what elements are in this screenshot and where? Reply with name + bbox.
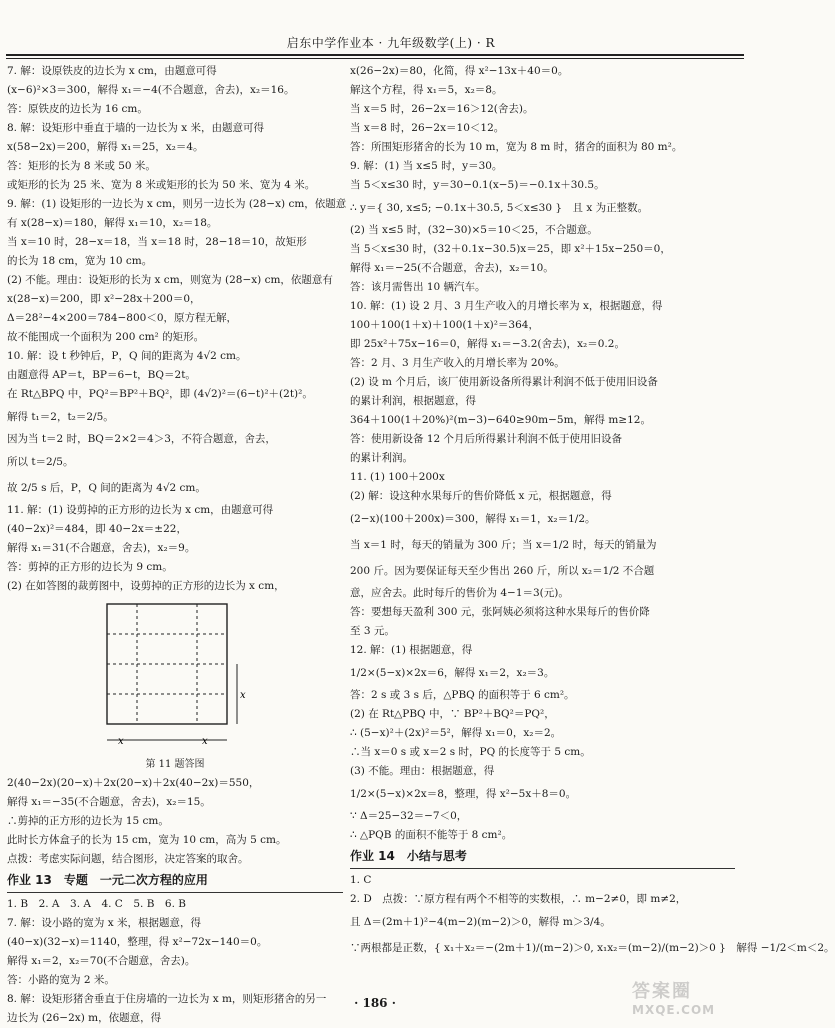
text-line: 答：2 s 或 3 s 后，△PBQ 的面积等于 6 cm²。 (350, 689, 575, 701)
text-line: 10. 解：设 t 秒钟后，P，Q 间的距离为 4√2 cm。 (7, 350, 247, 362)
text-line: 当 x＝8 时，26−2x＝10＜12。 (350, 122, 505, 134)
text-line: (40−x)(32−x)＝1140，整理，得 x²−72x−140＝0。 (7, 936, 268, 948)
text-line: (2) 设 m 个月后，该厂使用新设备所得累计利润不低于使用旧设备 (350, 376, 658, 388)
text-line: 意，应舍去。此时每斤的售价为 4−1＝3(元)。 (350, 587, 569, 599)
section-heading: 作业 13 专题 一元二次方程的应用 (7, 873, 208, 887)
text-line: 当 x＝1 时，每天的销量为 300 斤；当 x＝1/2 时，每天的销量为 (350, 539, 657, 551)
watermark-title: 答案圈 (632, 981, 692, 1002)
text-line: 1/2×(5−x)×2x＝8，整理，得 x²−5x＋8＝0。 (350, 788, 577, 800)
text-line: 1. B 2. A 3. A 4. C 5. B 6. B (7, 898, 186, 910)
section-rule (350, 868, 735, 869)
section-rule (7, 892, 343, 893)
watermark-logo (632, 977, 742, 1015)
text-line: 7. 解：设小路的宽为 x 米，根据题意，得 (7, 917, 201, 929)
text-line: 9. 解：(1) 当 x≤5 时，y＝30。 (350, 160, 503, 172)
text-line: (2) 在 Rt△PBQ 中，∵ BP²＋BQ²＝PQ²， (350, 708, 555, 720)
text-line: ∵两根都是正数，{ x₁＋x₂＝−(2m＋1)/(m−2)＞0, x₁x₂＝(m−2)/(m−2)＞0 } 解得 −1/2＜m＜2。 (350, 942, 835, 954)
text-line: 边长为 (26−2x) m，依题意，得 (7, 1012, 162, 1024)
text-line: 答：小路的宽为 2 米。 (7, 974, 115, 986)
text-line: 200 斤。因为要保证每天至少售出 260 斤，所以 x₂＝1/2 不合题 (350, 565, 655, 577)
text-line: (2) 不能。理由：设矩形的长为 x cm，则宽为 (28−x) cm，依题意有 (7, 274, 333, 286)
text-line: 解得 x₁＝−25(不合题意，舍去)，x₂＝10。 (350, 262, 554, 274)
text-line: 或矩形的长为 25 米、宽为 8 米或矩形的长为 50 米、宽为 4 米。 (7, 179, 316, 191)
dimension-label-x: x (240, 690, 246, 701)
dimension-label-x: x (202, 736, 208, 747)
text-line: 答：该月需售出 10 辆汽车。 (350, 281, 486, 293)
text-line: 当 x＝10 时，28−x＝18，当 x＝18 时，28−18＝10，故矩形 (7, 236, 307, 248)
text-line: 故 2/5 s 后，P，Q 间的距离为 4√2 cm。 (7, 482, 206, 494)
text-line: 答：所围矩形猪舍的长为 10 m，宽为 8 m 时，猪舍的面积为 80 m²。 (350, 141, 683, 153)
text-line: x(28−x)＝200，即 x²−28x＋200＝0， (7, 293, 201, 305)
text-line: 的累计利润。 (350, 452, 413, 464)
text-line: 1. C (350, 874, 372, 886)
text-line: ∴ △PQB 的面积不能等于 8 cm²。 (350, 829, 513, 841)
text-line: 100＋100(1＋x)＋100(1＋x)²＝364， (350, 319, 539, 331)
right-column (350, 62, 835, 961)
text-line: 2. D 点拨：∵原方程有两个不相等的实数根，∴ m−2≠0，即 m≠2， (350, 893, 687, 905)
text-line: 的累计利润，根据题意，得 (350, 395, 476, 407)
text-line: 至 3 元。 (350, 625, 395, 637)
text-line: 8. 解：设矩形猪舍垂直于住房墙的一边长为 x m，则矩形猪舍的另一 (7, 993, 327, 1005)
text-line: 解得 x₁＝2，x₂＝70(不合题意，舍去)。 (7, 955, 196, 967)
text-line: 解得 t₁＝2，t₂＝2/5。 (7, 411, 114, 423)
text-line: (2) 在如答图的裁剪图中，设剪掉的正方形的边长为 x cm， (7, 580, 285, 592)
page-header (0, 30, 750, 56)
text-line: (3) 不能。理由：根据题意，得 (350, 765, 495, 777)
text-line: 故不能围成一个面积为 200 cm² 的矩形。 (7, 331, 205, 343)
cutting-diagram-figure (7, 596, 343, 756)
text-line: 所以 t＝2/5。 (7, 456, 74, 468)
text-line: 当 5＜x≤30 时，y＝30−0.1(x−5)＝−0.1x＋30.5。 (350, 179, 605, 191)
text-line: 答：矩形的长为 8 米或 50 米。 (7, 160, 156, 172)
text-line: 有 x(28−x)＝180，解得 x₁＝10，x₂＝18。 (7, 217, 218, 229)
text-line: (x−6)²×3＝300，解得 x₁＝−4(不合题意，舍去)，x₂＝16。 (7, 84, 295, 96)
page-number: · 186 · (354, 996, 396, 1010)
text-line: 364＋100(1＋20%)²(m−3)−640≥90m−5m，解得 m≥12。 (350, 414, 651, 426)
text-line: 9. 解：(1) 设矩形的一边长为 x cm，则另一边长为 (28−x) cm，依题意 (7, 198, 347, 210)
dimension-label-x: x (118, 736, 124, 747)
text-line: x(26−2x)＝80，化简，得 x²−13x＋40＝0。 (350, 65, 569, 77)
header-rule (6, 54, 744, 56)
text-line: 答：使用新设备 12 个月后所得累计利润不低于使用旧设备 (350, 433, 623, 445)
text-line: 解这个方程，得 x₁＝5，x₂＝8。 (350, 84, 503, 96)
text-line: 答：原铁皮的边长为 16 cm。 (7, 103, 148, 115)
text-line: 2(40−2x)(20−x)＋2x(20−x)＋2x(40−2x)＝550， (7, 777, 260, 789)
header-rule-thin (6, 58, 744, 59)
text-line: 答：要想每天盈利 300 元，张阿姨必须将这种水果每斤的售价降 (350, 606, 650, 618)
text-line: ∴ y＝{ 30, x≤5; −0.1x＋30.5, 5＜x≤30 } 且 x 为正整数。 (350, 202, 649, 214)
text-line: ∴剪掉的正方形的边长为 15 cm。 (7, 815, 169, 827)
text-line: 7. 解：设原铁皮的边长为 x cm，由题意可得 (7, 65, 217, 77)
text-line: 由题意得 AP＝t，BP＝6−t，BQ＝2t。 (7, 369, 196, 381)
section-heading: 作业 14 小结与思考 (350, 849, 467, 863)
figure-caption: 第 11 题答图 (145, 759, 205, 770)
text-line: ∴ (5−x)²＋(2x)²＝5²，解得 x₁＝0，x₂＝2。 (350, 727, 562, 739)
text-line: 即 25x²＋75x−16＝0，解得 x₁＝−3.2(舍去)，x₂＝0.2。 (350, 338, 625, 350)
text-line: (40−2x)²＝484，即 40−2x＝±22， (7, 523, 187, 535)
text-line: ∵ Δ＝25−32＝−7＜0， (350, 810, 468, 822)
text-line: 在 Rt△BPQ 中，PQ²＝BP²＋BQ²，即 (4√2)²＝(6−t)²＋(2t)²。 (7, 388, 313, 400)
text-line: (2) 当 x≤5 时，(32−30)×5＝10＜25，不合题意。 (350, 224, 598, 236)
text-line: 答：2 月、3 月生产收入的月增长率为 20%。 (350, 357, 565, 369)
watermark-url: MXQE.COM (632, 1003, 716, 1017)
text-line: 答：剪掉的正方形的边长为 9 cm。 (7, 561, 173, 573)
header-title: 启东中学作业本 · 九年级数学(上) · R (286, 36, 495, 50)
text-line: ∴当 x＝0 s 或 x＝2 s 时，PQ 的长度等于 5 cm。 (350, 746, 591, 758)
text-line: 10. 解：(1) 设 2 月、3 月生产收入的月增长率为 x，根据题意，得 (350, 300, 663, 312)
text-line: 因为当 t＝2 时，BQ＝2×2＝4＞3，不符合题意，舍去， (7, 433, 276, 445)
cutting-diagram (92, 602, 252, 752)
text-line: (2) 解：设这种水果每斤的售价降低 x 元，根据题意，得 (350, 490, 612, 502)
text-line: x(58−2x)＝200，解得 x₁＝25，x₂＝4。 (7, 141, 204, 153)
text-line: 1/2×(5−x)×2x＝6，解得 x₁＝2，x₂＝3。 (350, 667, 555, 679)
left-column (7, 62, 347, 1028)
text-line: 解得 x₁＝31(不合题意，舍去)，x₂＝9。 (7, 542, 196, 554)
text-line: Δ＝28²−4×200＝784−800＜0，原方程无解， (7, 312, 238, 324)
text-line: 8. 解：设矩形中垂直于墙的一边长为 x 米，由题意可得 (7, 122, 264, 134)
text-line: 当 x＝5 时，26−2x＝16＞12(舍去)。 (350, 103, 534, 115)
text-line: (2−x)(100＋200x)＝300，解得 x₁＝1，x₂＝1/2。 (350, 513, 596, 525)
text-line: 且 Δ＝(2m＋1)²−4(m−2)(m−2)＞0，解得 m＞3/4。 (350, 916, 611, 928)
text-line: 解得 x₁＝−35(不合题意，舍去)，x₂＝15。 (7, 796, 211, 808)
text-line: 11. 解：(1) 设剪掉的正方形的边长为 x cm，由题意可得 (7, 504, 274, 516)
text-line: 11. (1) 100＋200x (350, 471, 445, 483)
text-line: 12. 解：(1) 根据题意，得 (350, 644, 473, 656)
text-line: 点拨：考虑实际问题，结合图形，决定答案的取舍。 (7, 853, 249, 865)
text-line: 当 5＜x≤30 时，(32＋0.1x−30.5)x＝25，即 x²＋15x−250＝0， (350, 243, 671, 255)
text-line: 此时长方体盒子的长为 15 cm，宽为 10 cm，高为 5 cm。 (7, 834, 287, 846)
text-line: 的长为 18 cm，宽为 10 cm。 (7, 255, 153, 267)
